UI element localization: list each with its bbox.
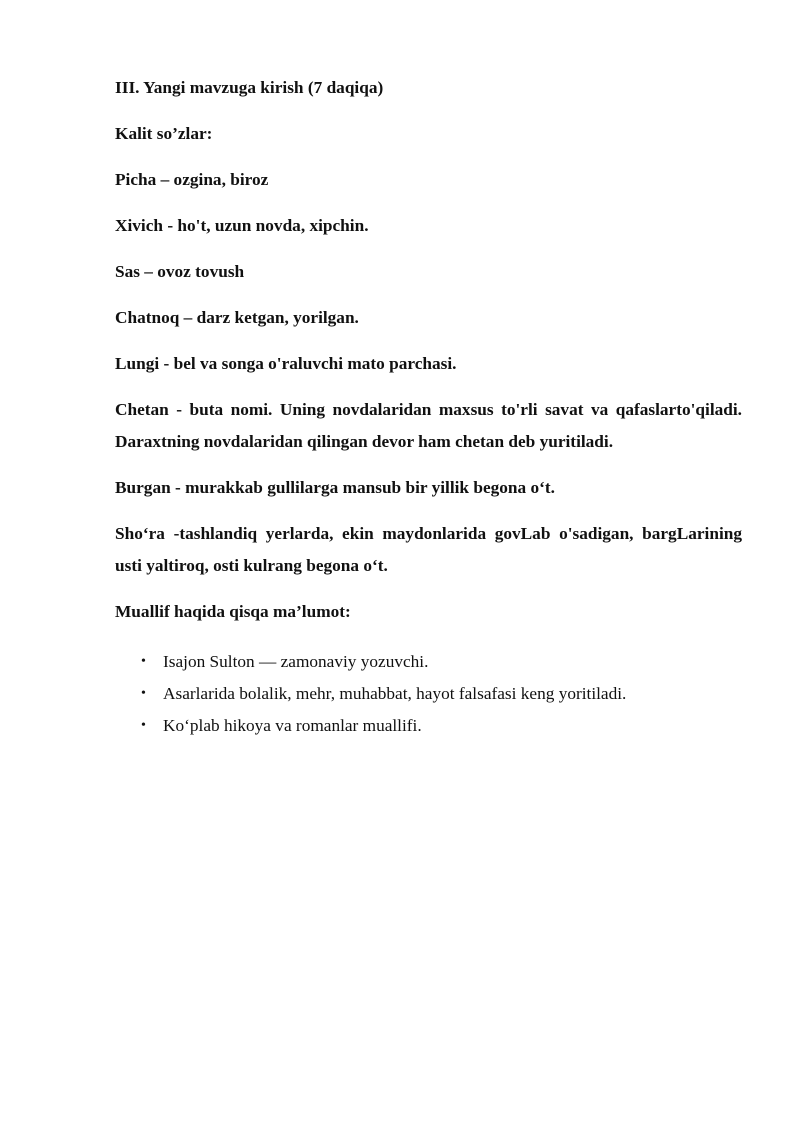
keywords-heading: Kalit so’zlar: — [115, 124, 213, 143]
bullet-icon: • — [141, 718, 146, 733]
definition-sas: Sas – ovoz tovush — [115, 262, 245, 281]
definition-xivich: Xivich - ho't, uzun novda, xipchin. — [115, 216, 369, 235]
bullet-icon: • — [141, 686, 146, 701]
list-item — [115, 710, 742, 742]
list-item — [115, 646, 742, 678]
author-heading: Muallif haqida qisqa ma’lumot: — [115, 602, 351, 621]
definition-shora: Sho‘ra -tashlandiq yerlarda, ekin maydonlarida govLab o'sadigan, bargLarining usti yaltiroq, osti kulrang begona o‘t. — [115, 524, 742, 575]
definition-lungi: Lungi - bel va songa o'raluvchi mato parchasi. — [115, 354, 457, 373]
definition-picha: Picha – ozgina, biroz — [115, 170, 269, 189]
author-point-text: Isajon Sulton — zamonaviy yozuvchi. — [163, 652, 429, 671]
section-heading: III. Yangi mavzuga kirish (7 daqiqa) — [115, 78, 384, 97]
definition-chatnoq: Chatnoq – darz ketgan, yorilgan. — [115, 308, 359, 327]
author-point-text: Asarlarida bolalik, mehr, muhabbat, hayot falsafasi keng yoritiladi. — [163, 684, 627, 703]
author-point-text: Ko‘plab hikoya va romanlar muallifi. — [163, 716, 422, 735]
document-page — [115, 72, 742, 742]
definition-burgan: Burgan - murakkab gullilarga mansub bir yillik begona o‘t. — [115, 478, 555, 497]
definition-chetan: Chetan - buta nomi. Uning novdalaridan maxsus to'rli savat va qafaslarto'qiladi. Daraxtning novdalaridan qilingan devor ham chetan deb yuritiladi. — [115, 400, 742, 451]
list-item — [115, 678, 742, 710]
author-info-list — [115, 646, 742, 742]
bullet-icon: • — [141, 654, 146, 669]
